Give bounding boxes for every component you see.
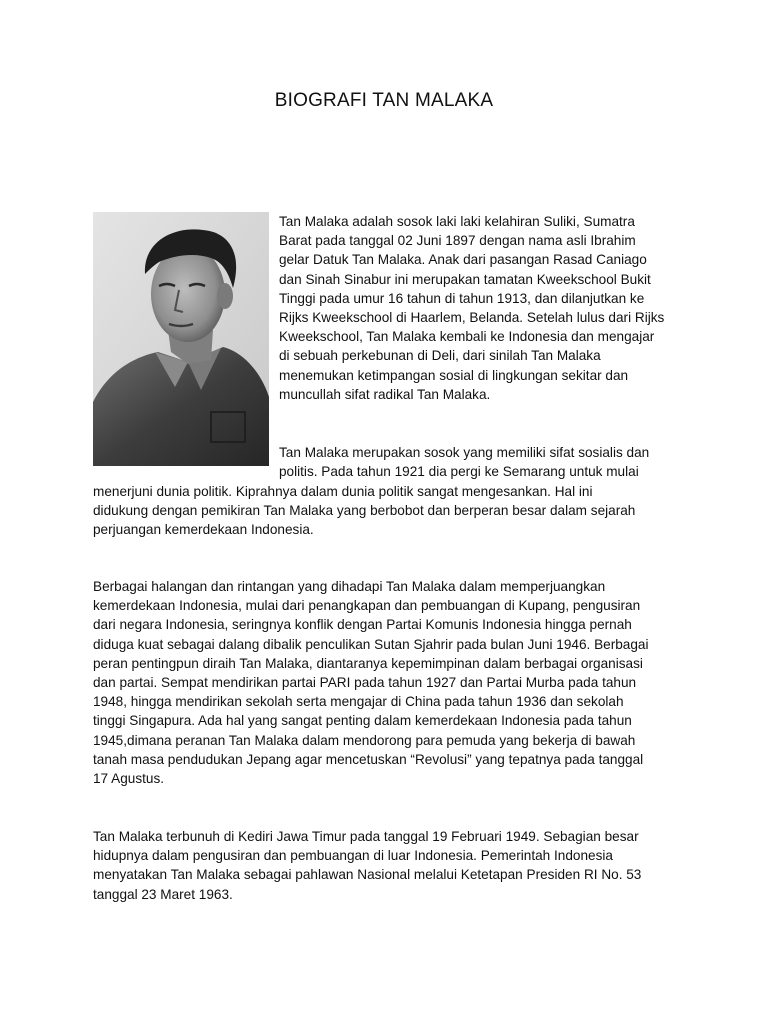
text-line: tanggal 23 Maret 1963. — [93, 886, 233, 902]
text-line: dari negara Indonesia, seringnya konflik dengan Partai Komunis Indonesia hingga pernah — [93, 617, 632, 633]
text-line: perjuangan kemerdekaan Indonesia. — [93, 522, 314, 538]
text-line: muncullah sifat radikal Tan Malaka. — [279, 386, 491, 402]
text-line: politis. Pada tahun 1921 dia pergi ke Semarang untuk mulai — [279, 464, 639, 480]
text-line: diduga kuat sebagai dalang dibalik penculikan Sutan Sjahrir pada bulan Juni 1946. Berbagai — [93, 636, 649, 652]
text-line: Tan Malaka terbunuh di Kediri Jawa Timur pada tanggal 19 Februari 1949. Sebagian besar — [93, 829, 639, 844]
text-line: dan partai. Sempat mendirikan partai PARI pada tahun 1927 dan Partai Murba pada tahun — [93, 675, 637, 691]
paragraph-struggle — [93, 577, 683, 788]
text-line: 1948, hingga mendirikan sekolah serta mengajar di China pada tahun 1936 dan sekolah — [93, 694, 624, 710]
portrait-photo — [93, 212, 269, 466]
text-line: Tinggi pada umur 16 tahun di tahun 1913, dan dilanjutkan ke — [279, 290, 645, 306]
paragraph-death — [93, 827, 683, 904]
text-line: menyatakan Tan Malaka sebagai pahlawan Nasional melalui Ketetapan Presiden RI No. 53 — [93, 867, 642, 883]
text-line: kemerdekaan Indonesia, mulai dari penangkapan dan pembuangan di Kupang, pengusiran — [93, 598, 641, 614]
text-line: didukung dengan pemikiran Tan Malaka yang berbobot dan berperan besar dalam sejarah — [93, 503, 636, 519]
text-line: di sebuah perkebunan di Deli, dari sinilah Tan Malaka — [279, 348, 601, 364]
text-line: Tan Malaka merupakan sosok yang memiliki sifat sosialis dan — [279, 445, 650, 460]
text-line: dan Sinah Sinabur ini merupakan tamatan Kweekschool Bukit — [279, 271, 651, 287]
text-line: tanah masa pendudukan Jepang agar mencetuskan “Revolusi” yang tepatnya pada tanggal — [93, 751, 644, 767]
text-line: Rijks Kweekschool di Haarlem, Belanda. Setelah lulus dari Rijks — [279, 310, 665, 326]
text-line: tinggi Singapura. Ada hal yang sangat penting dalam kemerdekaan Indonesia pada tahun — [93, 713, 632, 729]
text-line: menemukan ketimpangan sosial di lingkungan sekitar dan — [279, 367, 629, 383]
page-title: BIOGRAFI TAN MALAKA — [274, 90, 494, 111]
text-line: gelar Datuk Tan Malaka. Anak dari pasangan Rasad Caniago — [279, 252, 647, 268]
paragraph-birth — [279, 212, 674, 404]
text-line: hidupnya dalam pengusiran dan pembuangan di luar Indonesia. Pemerintah Indonesia — [93, 848, 613, 864]
text-line: Berbagai halangan dan rintangan yang dihadapi Tan Malaka dalam memperjuangkan — [93, 579, 606, 594]
text-line: peran pentingpun diraih Tan Malaka, diantaranya kepemimpinan dalam berbagai organisasi — [93, 655, 643, 671]
text-line: 1945,dimana peranan Tan Malaka dalam mendorong para pemuda yang bekerja di bawah — [93, 732, 636, 748]
text-line: menerjuni dunia politik. Kiprahnya dalam dunia politik sangat mengesankan. Hal ini — [93, 484, 593, 499]
text-line: 17 Agustus. — [93, 771, 165, 787]
paragraph-politics-top — [279, 443, 679, 481]
text-line: Tan Malaka adalah sosok laki laki kelahiran Suliki, Sumatra — [279, 214, 635, 229]
text-line: Barat pada tanggal 02 Juni 1897 dengan nama asli Ibrahim — [279, 233, 636, 249]
text-line: Kweekschool, Tan Malaka kembali ke Indonesia dan mengajar — [279, 329, 655, 345]
paragraph-politics-bottom — [93, 482, 683, 540]
